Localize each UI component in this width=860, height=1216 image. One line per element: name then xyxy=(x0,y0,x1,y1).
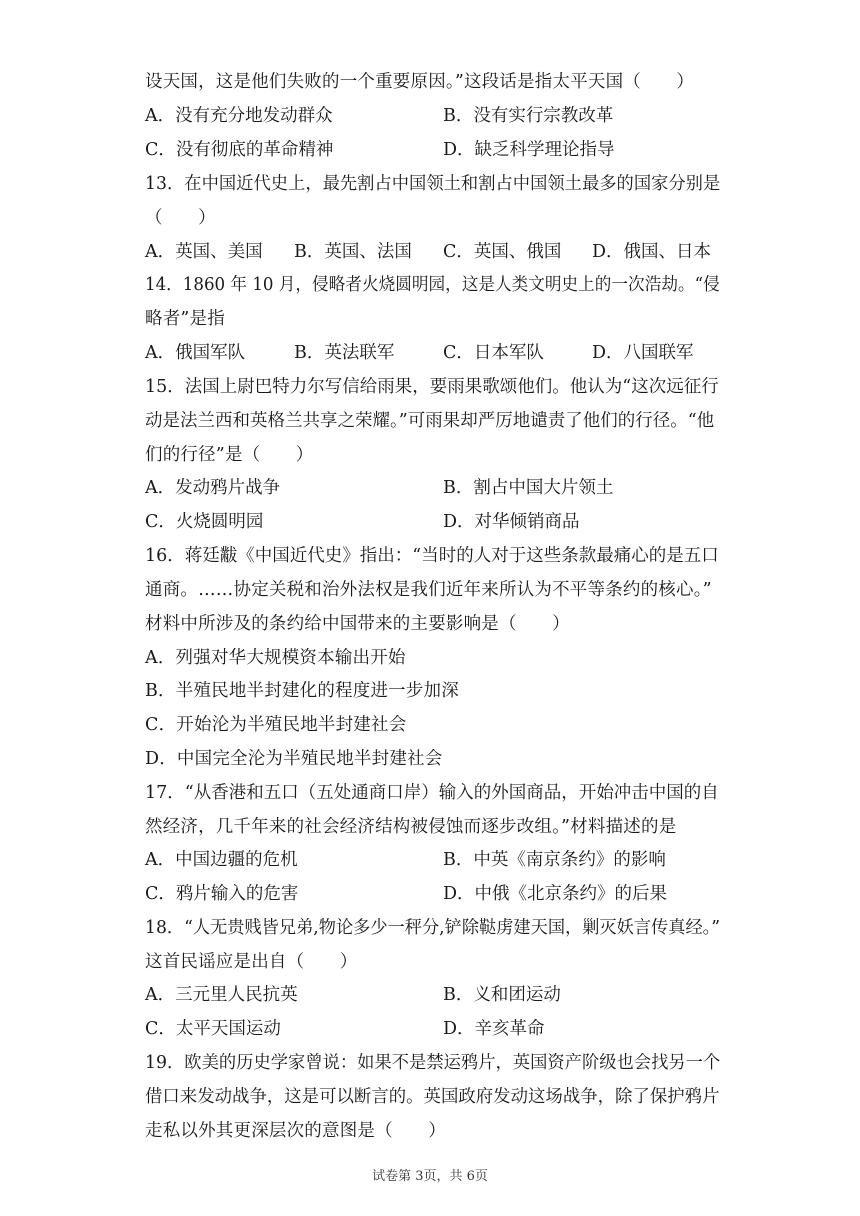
q15-option-d: D．对华倾销商品 xyxy=(443,512,580,532)
q16-option-c: C．开始沦为半殖民地半封建社会 xyxy=(145,715,407,735)
q12-option-c: C．没有彻底的革命精神 xyxy=(145,140,334,160)
question-14-stem-cont: 略者”是指 xyxy=(145,309,225,329)
q13-option-a: A．英国、美国 xyxy=(145,242,263,262)
question-19-stem: 19．欧美的历史学家曾说：如果不是禁运鸦片，英国资产阶级也会找另一个 xyxy=(145,1053,721,1073)
page-footer: 试卷第 3页，共 6页 xyxy=(372,1169,488,1184)
q18-option-d: D．辛亥革命 xyxy=(443,1019,545,1039)
q18-option-c: C．太平天国运动 xyxy=(145,1019,281,1039)
q18-option-a: A．三元里人民抗英 xyxy=(145,985,298,1005)
q14-option-a: A．俄国军队 xyxy=(145,343,246,363)
question-12-stem: 设天国，这是他们失败的一个重要原因。”这段话是指太平天国（ ） xyxy=(145,72,695,92)
q13-option-d: D．俄国、日本 xyxy=(592,242,712,262)
question-19-stem-cont: 走私以外其更深层次的意图是（ ） xyxy=(145,1121,446,1141)
question-15-stem: 15．法国上尉巴特力尔写信给雨果，要雨果歌颂他们。他认为“这次远征行 xyxy=(145,377,719,397)
question-18-stem: 18．“人无贵贱皆兄弟,物论多少一秤分,铲除鞑虏建天国，剿灭妖言传真经。” xyxy=(145,918,721,938)
q12-option-d: D．缺乏科学理论指导 xyxy=(443,140,615,160)
q16-option-b: B．半殖民地半封建化的程度进一步加深 xyxy=(145,681,459,701)
q14-option-c: C．日本军队 xyxy=(443,343,544,363)
q18-option-b: B．义和团运动 xyxy=(443,985,561,1005)
q15-option-c: C．火烧圆明园 xyxy=(145,512,264,532)
q15-option-a: A．发动鸦片战争 xyxy=(145,478,281,498)
q13-option-b: B．英国、法国 xyxy=(294,242,412,262)
q17-option-a: A．中国边疆的危机 xyxy=(145,850,298,870)
question-16-stem-cont: 材料中所涉及的条约给中国带来的主要影响是（ ） xyxy=(145,614,570,634)
q17-option-d: D．中俄《北京条约》的后果 xyxy=(443,884,668,904)
question-16-stem: 16．蒋廷黻《中国近代史》指出：“当时的人对于这些条款最痛心的是五口 xyxy=(145,546,719,566)
question-14-stem: 14．1860 年 10 月，侵略者火烧圆明园，这是人类文明史上的一次浩劫。“侵 xyxy=(145,275,720,295)
question-15-stem-cont: 动是法兰西和英格兰共享之荣耀。”可雨果却严厉地谴责了他们的行径。“他 xyxy=(145,411,715,431)
q12-option-a: A．没有充分地发动群众 xyxy=(145,106,333,126)
question-13-stem-cont: （ ） xyxy=(145,208,216,228)
q17-option-b: B．中英《南京条约》的影响 xyxy=(443,850,666,870)
q15-option-b: B．割占中国大片领土 xyxy=(443,478,614,498)
question-15-stem-cont: 们的行径”是（ ） xyxy=(145,445,314,465)
question-19-stem-cont: 借口来发动战争，这是可以断言的。英国政府发动这场战争，除了保护鸦片 xyxy=(145,1087,720,1107)
q12-option-b: B．没有实行宗教改革 xyxy=(443,106,614,126)
question-17-stem: 17．“从香港和五口（五处通商口岸）输入的外国商品，开始冲击中国的自 xyxy=(145,783,719,803)
question-16-stem-cont: 通商。……协定关税和治外法权是我们近年来所认为不平等条约的核心。” xyxy=(145,580,712,600)
question-17-stem-cont: 然经济，几千年来的社会经济结构被侵蚀而逐步改组。”材料描述的是 xyxy=(145,817,677,837)
q17-option-c: C．鸦片输入的危害 xyxy=(145,884,299,904)
q16-option-a: A．列强对华大规模资本输出开始 xyxy=(145,648,406,668)
question-13-stem: 13．在中国近代史上，最先割占中国领土和割占中国领土最多的国家分别是 xyxy=(145,174,721,194)
q13-option-c: C．英国、俄国 xyxy=(443,242,562,262)
q14-option-d: D．八国联军 xyxy=(592,343,694,363)
q16-option-d: D．中国完全沦为半殖民地半封建社会 xyxy=(145,749,443,769)
q14-option-b: B．英法联军 xyxy=(294,343,395,363)
question-18-stem-cont: 这首民谣应是出自（ ） xyxy=(145,952,358,972)
